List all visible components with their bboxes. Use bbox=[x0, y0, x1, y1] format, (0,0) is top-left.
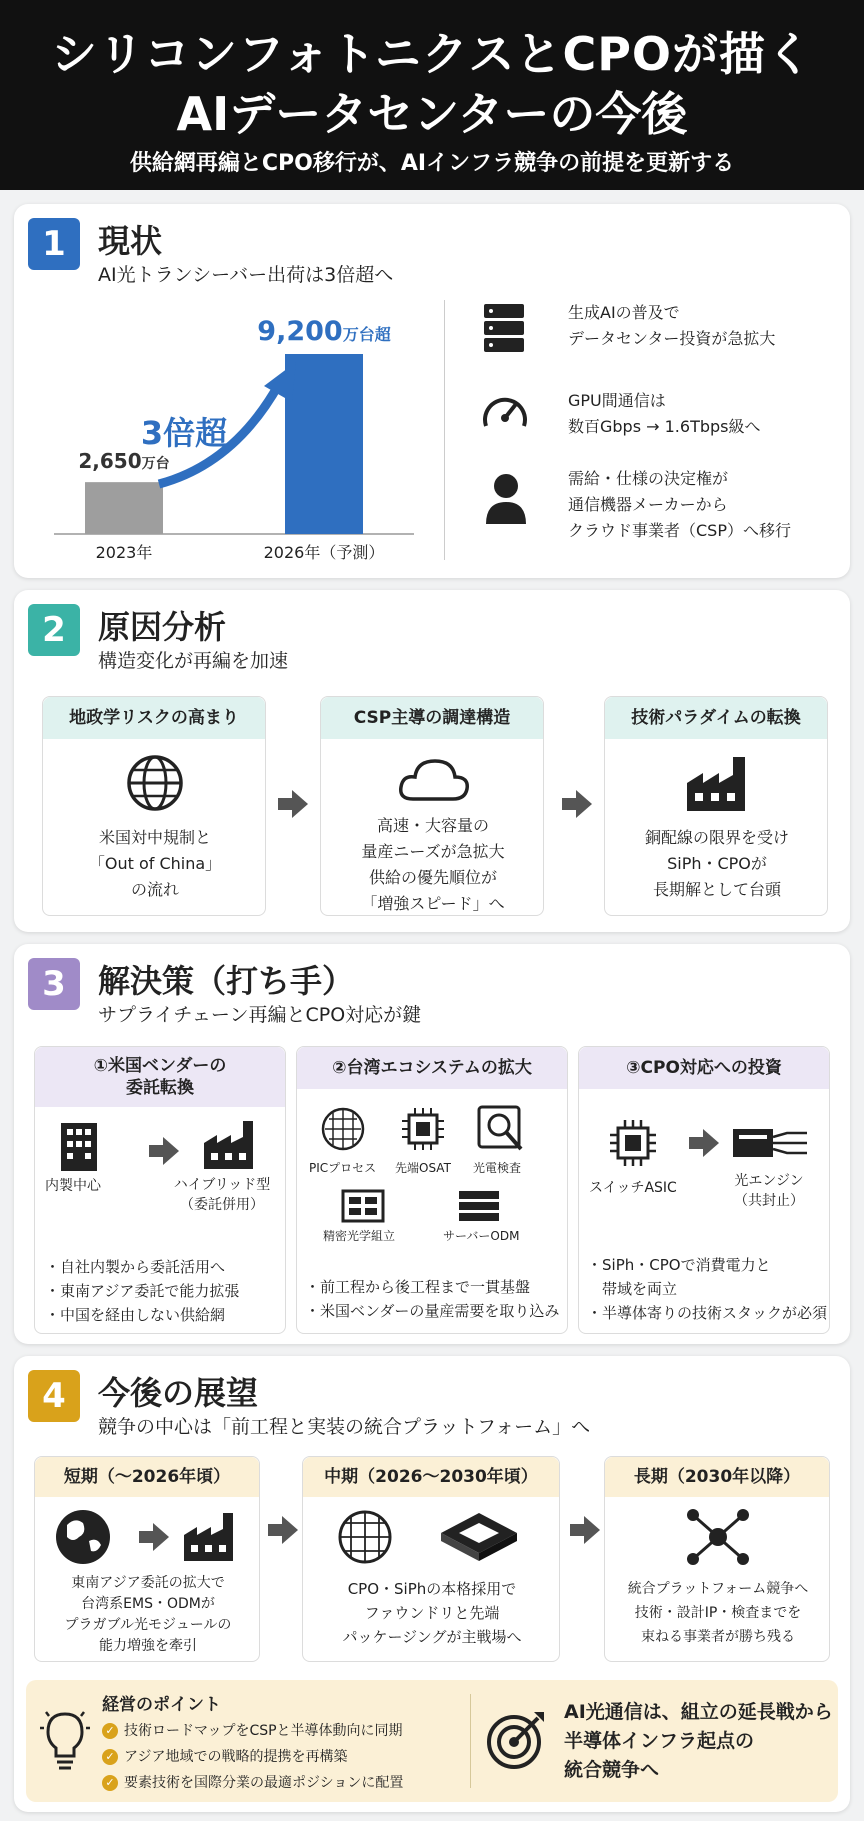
bar-value-unit: 万台超 bbox=[342, 325, 391, 344]
shipment-bar-chart bbox=[34, 294, 434, 564]
box-line: 銅配線の限界を受け bbox=[644, 828, 789, 847]
growth-annotation: 3倍超 bbox=[140, 414, 228, 452]
section-title: 現状 bbox=[98, 222, 163, 260]
person-icon bbox=[484, 472, 528, 524]
box-heading bbox=[35, 1047, 285, 1107]
box-heading: 長期（2030年以降） bbox=[605, 1457, 829, 1497]
point-2-line2: 数百Gbps → 1.6Tbps級へ bbox=[568, 417, 761, 436]
arrow-right-icon bbox=[292, 790, 308, 818]
outlook-box-short bbox=[34, 1456, 260, 1662]
box-line: 東南アジア委託の拡大で bbox=[71, 1575, 225, 1591]
check-icon: ✓ bbox=[102, 1723, 118, 1739]
arrow-right-icon bbox=[703, 1129, 719, 1157]
point-text bbox=[568, 388, 761, 440]
section-current-state bbox=[14, 204, 850, 578]
lightbulb-icon bbox=[38, 1708, 92, 1776]
point-text bbox=[568, 300, 775, 352]
point-item bbox=[102, 1770, 403, 1796]
section-title: 原因分析 bbox=[98, 608, 227, 646]
divider bbox=[470, 1694, 471, 1788]
bullet-item: ・SiPh・CPOで消費電力と bbox=[587, 1256, 771, 1274]
bullet-list bbox=[305, 1275, 559, 1323]
server-icon bbox=[457, 1189, 501, 1227]
page-title-line1: シリコンフォトニクスとCPOが描く bbox=[50, 27, 814, 81]
chip-icon bbox=[401, 1107, 445, 1155]
box-line: 束ねる事業者が勝ち残る bbox=[641, 1629, 795, 1645]
point-item bbox=[102, 1718, 403, 1744]
asic-chip-icon bbox=[609, 1119, 657, 1171]
bullet-item: ・前工程から後工程まで一貫基盤 bbox=[305, 1278, 531, 1296]
server-icon bbox=[482, 302, 526, 354]
category-label-2023: 2023年 bbox=[95, 543, 153, 562]
box-line: 量産ニーズが急拡大 bbox=[361, 842, 505, 861]
box-line: SiPh・CPOが bbox=[667, 854, 767, 873]
package-icon bbox=[437, 1509, 521, 1569]
asic-label: スイッチASIC bbox=[589, 1180, 677, 1196]
box-heading: 地政学リスクの高まり bbox=[43, 697, 265, 739]
box-text bbox=[321, 813, 545, 917]
point-text: 要素技術を国際分業の最適ポジションに配置 bbox=[124, 1775, 404, 1791]
box-line: 技術・設計IP・検査までを bbox=[634, 1605, 802, 1621]
item-label-pic: PICプロセス bbox=[309, 1161, 377, 1175]
header-banner bbox=[0, 0, 864, 190]
page-title-line2: AIデータセンターの今後 bbox=[176, 87, 688, 141]
box-text bbox=[43, 825, 267, 903]
wafer-icon bbox=[321, 1107, 365, 1155]
section-title: 今後の展望 bbox=[98, 1374, 259, 1412]
section-cause-analysis bbox=[14, 590, 850, 932]
factory-icon bbox=[181, 1507, 237, 1567]
section-title: 解決策（打ち手） bbox=[98, 962, 355, 1000]
box-line: 「Out of China」 bbox=[88, 854, 222, 873]
box-heading: 中期（2026〜2030年頃） bbox=[303, 1457, 559, 1497]
optical-engine-line1: 光エンジン bbox=[734, 1173, 804, 1189]
solution-box-cpo bbox=[578, 1046, 830, 1334]
cause-box-csp bbox=[320, 696, 544, 916]
box-line: CPO・SiPhの本格採用で bbox=[347, 1580, 517, 1598]
point-text: 技術ロードマップをCSPと半導体動向に同期 bbox=[124, 1723, 403, 1739]
item-label-inspection: 光電検査 bbox=[473, 1161, 522, 1175]
box-line: 統合プラットフォーム競争へ bbox=[627, 1581, 809, 1597]
solution-box-taiwan bbox=[296, 1046, 568, 1334]
section-subtitle: サプライチェーン再編とCPO対応が鍵 bbox=[98, 1004, 422, 1026]
hybrid-label-line2: （委託併用） bbox=[180, 1197, 264, 1213]
bullet-item: ・自社内製から委託活用へ bbox=[45, 1258, 226, 1276]
box-line: の流れ bbox=[130, 880, 179, 899]
bar-value-2023 bbox=[78, 449, 169, 473]
section-number-3: 3 bbox=[28, 958, 80, 1010]
section-solutions bbox=[14, 944, 850, 1344]
point-text bbox=[568, 466, 791, 544]
hybrid-label-line1: ハイブリッド型 bbox=[173, 1177, 271, 1193]
box-heading: 短期（〜2026年頃） bbox=[35, 1457, 259, 1497]
point-3-line2: 通信機器メーカーから bbox=[568, 495, 728, 514]
box-text bbox=[35, 1573, 261, 1657]
cause-box-geopolitics bbox=[42, 696, 266, 916]
box-heading: 技術パラダイムの転換 bbox=[605, 697, 827, 739]
box-heading: ②台湾エコシステムの拡大 bbox=[297, 1047, 567, 1089]
bar-value-2026 bbox=[257, 316, 390, 347]
item-label-osat: 先端OSAT bbox=[395, 1161, 451, 1175]
page-subtitle: 供給網再編とCPO移行が、AIインフラ競争の前提を更新する bbox=[129, 151, 735, 176]
point-3-line3: クラウド事業者（CSP）へ移行 bbox=[568, 521, 791, 540]
item-label-odm: サーバーODM bbox=[443, 1229, 520, 1243]
box-line: 供給の優先順位が bbox=[368, 868, 497, 887]
building-icon bbox=[59, 1121, 99, 1175]
bar-2026 bbox=[285, 354, 363, 534]
box-line: パッケージングが主戦場へ bbox=[342, 1628, 522, 1646]
bullet-item: ・半導体寄りの技術スタックが必須 bbox=[587, 1304, 828, 1322]
box-heading: ③CPO対応への投資 bbox=[579, 1047, 829, 1089]
bar-value-number: 2,650 bbox=[78, 449, 142, 474]
factory-icon bbox=[683, 753, 751, 817]
section-subtitle: 構造変化が再編を加速 bbox=[98, 650, 289, 672]
bullet-item: ・米国ベンダーの量産需要を取り込み bbox=[305, 1302, 560, 1320]
conclusion-line: 半導体インフラ起点の bbox=[564, 1730, 755, 1752]
factory-icon bbox=[201, 1117, 257, 1175]
bullet-list bbox=[45, 1255, 239, 1327]
box-line: 高速・大容量の bbox=[376, 816, 489, 835]
optical-engine-label bbox=[719, 1171, 819, 1211]
section-number-1: 1 bbox=[28, 218, 80, 270]
outlook-box-mid bbox=[302, 1456, 560, 1662]
arrow-right-icon bbox=[163, 1137, 179, 1165]
gauge-icon bbox=[480, 388, 530, 438]
network-icon bbox=[683, 1507, 753, 1571]
arrow-right-icon bbox=[584, 1516, 600, 1544]
box-heading-line2: 委託転換 bbox=[126, 1078, 194, 1098]
bullet-item: 帯域を両立 bbox=[587, 1280, 678, 1298]
section-subtitle: AI光トランシーバー出荷は3倍超へ bbox=[98, 264, 394, 286]
box-line: 長期解として台頭 bbox=[652, 880, 781, 899]
bullet-list bbox=[587, 1253, 827, 1325]
in-house-label: 内製中心 bbox=[45, 1178, 101, 1194]
category-label-2026: 2026年（予測） bbox=[263, 543, 385, 562]
box-line: 米国対中規制と bbox=[98, 828, 211, 847]
management-points-panel bbox=[26, 1680, 838, 1802]
check-icon: ✓ bbox=[102, 1775, 118, 1791]
conclusion-line: 統合競争へ bbox=[564, 1759, 660, 1781]
optical-engine-line2: （共封止） bbox=[734, 1193, 804, 1209]
wafer-icon bbox=[337, 1509, 393, 1569]
bullet-item: ・東南アジア委託で能力拡張 bbox=[45, 1282, 240, 1300]
points-title: 経営のポイント bbox=[102, 1695, 221, 1715]
point-3-line1: 需給・仕様の決定権が bbox=[568, 469, 729, 488]
cloud-icon bbox=[397, 755, 471, 809]
arrow-right-icon bbox=[282, 1516, 298, 1544]
box-line: 能力増強を牽引 bbox=[99, 1638, 197, 1654]
bullet-item: ・中国を経由しない供給網 bbox=[45, 1306, 226, 1324]
box-line: 台湾系EMS・ODMが bbox=[81, 1596, 215, 1612]
point-1-line1: 生成AIの普及で bbox=[568, 303, 680, 322]
optics-assembly-icon bbox=[341, 1189, 385, 1227]
arrow-right-icon bbox=[153, 1523, 169, 1551]
solution-box-us-vendor bbox=[34, 1046, 286, 1334]
point-item bbox=[102, 1744, 403, 1770]
points-list bbox=[102, 1718, 403, 1796]
box-heading: CSP主導の調達構造 bbox=[321, 697, 543, 739]
box-text bbox=[303, 1577, 561, 1649]
target-icon bbox=[486, 1710, 546, 1774]
section-number-4: 4 bbox=[28, 1370, 80, 1422]
box-text bbox=[605, 825, 829, 903]
globe-icon bbox=[53, 1507, 113, 1571]
point-text: アジア地域での戦略的提携を再構築 bbox=[124, 1749, 348, 1765]
box-line: プラガブル光モジュールの bbox=[64, 1617, 232, 1633]
section-subtitle: 競争の中心は「前工程と実装の統合プラットフォーム」へ bbox=[98, 1416, 591, 1438]
cause-box-paradigm bbox=[604, 696, 828, 916]
inspection-icon bbox=[477, 1105, 525, 1157]
optical-engine-icon bbox=[731, 1123, 811, 1167]
box-line: 「増強スピード」へ bbox=[361, 894, 505, 913]
globe-icon bbox=[125, 753, 185, 817]
box-text bbox=[605, 1577, 831, 1649]
divider bbox=[444, 300, 445, 560]
hybrid-label bbox=[163, 1175, 281, 1215]
section-number-2: 2 bbox=[28, 604, 80, 656]
item-label-optics: 精密光学組立 bbox=[323, 1229, 396, 1243]
arrow-right-icon bbox=[576, 790, 592, 818]
point-1-line2: データセンター投資が急拡大 bbox=[568, 329, 776, 348]
bar-2023 bbox=[85, 482, 163, 534]
bar-value-unit: 万台 bbox=[141, 456, 170, 473]
outlook-box-long bbox=[604, 1456, 830, 1662]
check-icon: ✓ bbox=[102, 1749, 118, 1765]
section-outlook bbox=[14, 1356, 850, 1812]
box-heading-line1: ①米国ベンダーの bbox=[93, 1056, 227, 1076]
conclusion-line: AI光通信は、組立の延長戦から bbox=[564, 1701, 833, 1723]
point-2-line1: GPU間通信は bbox=[568, 391, 666, 410]
conclusion-text bbox=[564, 1698, 833, 1785]
bar-value-number: 9,200 bbox=[257, 316, 343, 347]
box-line: ファウンドリと先端 bbox=[364, 1604, 500, 1622]
